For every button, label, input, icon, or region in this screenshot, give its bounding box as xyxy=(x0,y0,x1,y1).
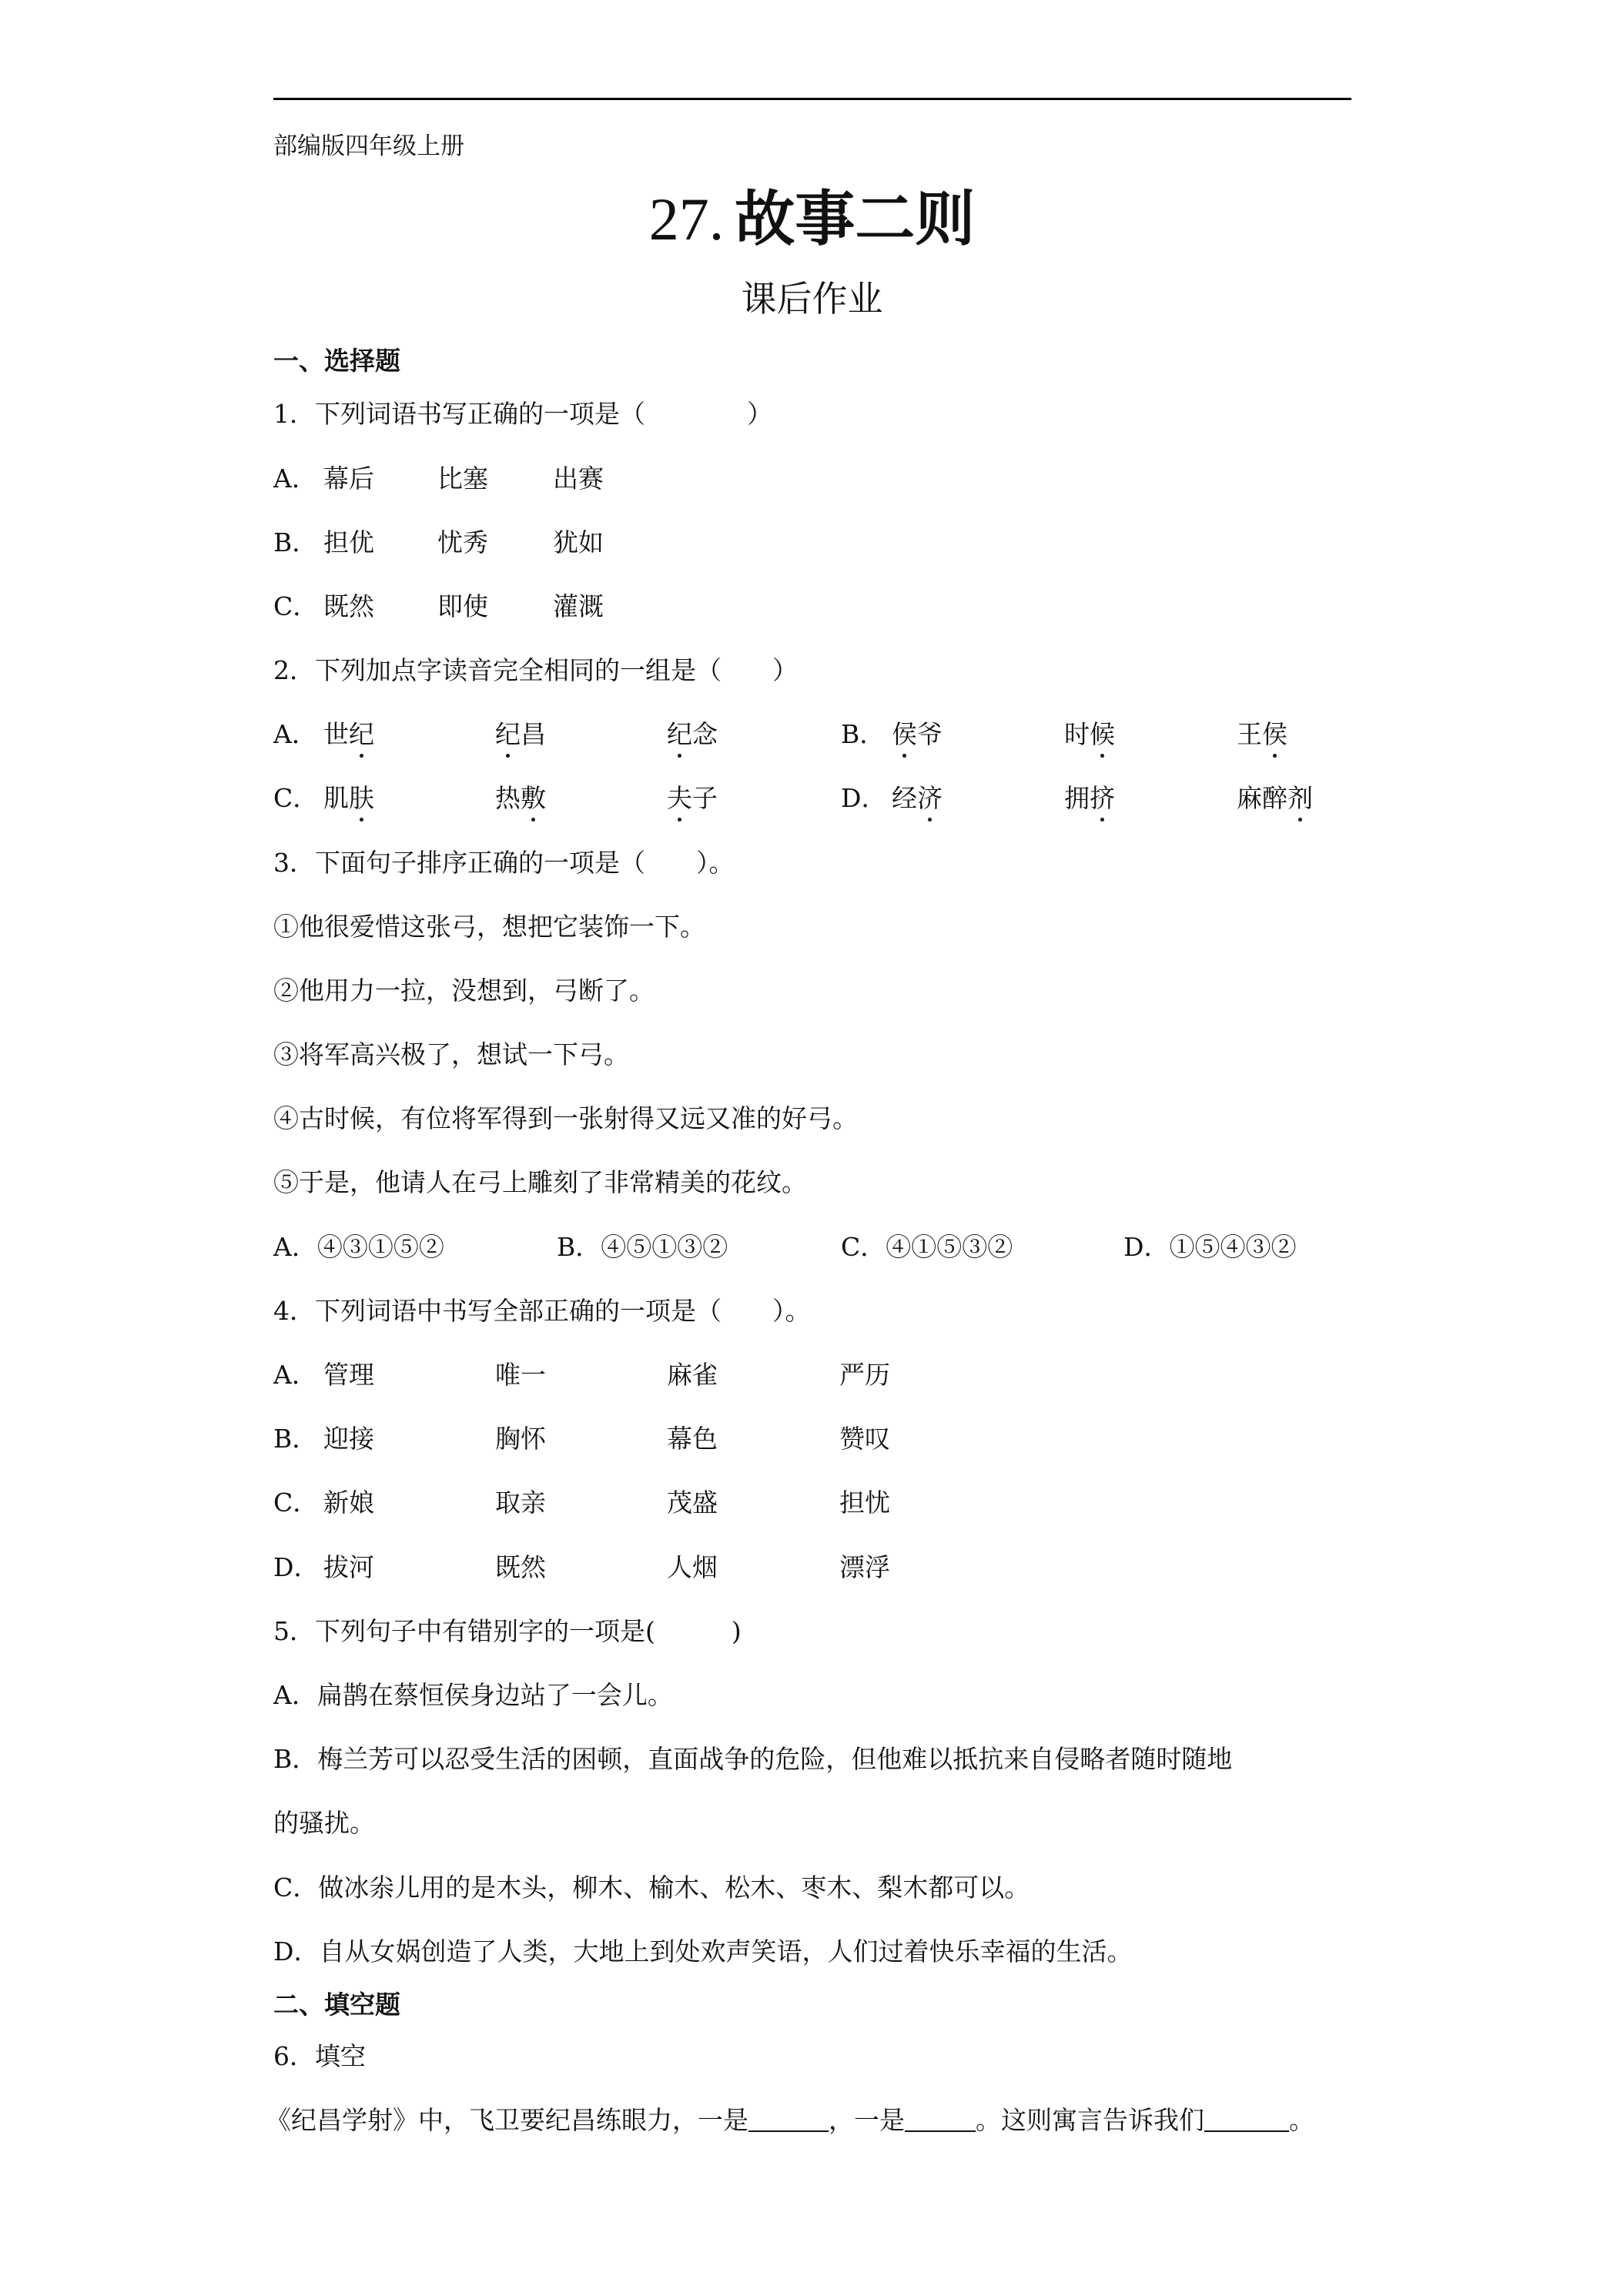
q1-option-a-word: 幕后 xyxy=(323,464,374,494)
question-6-stem: 6．填空 xyxy=(273,2041,366,2071)
q1-option-b-word: 犹如 xyxy=(553,527,604,557)
q2-option-d-word: 麻醉剂 xyxy=(1237,778,1313,815)
q4-option-a-label: A． xyxy=(273,1360,317,1390)
header-rule xyxy=(273,98,1351,100)
q5-option-c: C．做冰尜儿用的是木头，柳木、榆木、松木、枣木、梨木都可以。 xyxy=(273,1873,1030,1903)
q4-option-b-word: 迎接 xyxy=(323,1424,374,1454)
q5-option-b: B．梅兰芳可以忍受生活的困顿，直面战争的危险，但他难以抵抗来自侵略者随时随地 xyxy=(273,1744,1233,1774)
q1-option-b-word: 忧秀 xyxy=(437,527,488,557)
q2-option-a-label: A． xyxy=(273,719,317,749)
q3-option-b: B．④⑤①③② xyxy=(557,1232,728,1262)
section-heading-choice: 一、选择题 xyxy=(273,346,400,376)
emphasis-dot-char: 侯 xyxy=(892,715,917,751)
question-1-stem: 1．下列词语书写正确的一项是（ ） xyxy=(273,399,772,429)
emphasis-dot-char: 济 xyxy=(917,778,943,815)
q1-option-a-label: A． xyxy=(273,464,317,494)
q3-sentence: ④古时候，有位将军得到一张射得又远又准的好弓。 xyxy=(273,1103,858,1133)
q2-option-b-word: 时候 xyxy=(1064,715,1115,751)
q2-option-b-label: B． xyxy=(841,719,886,749)
q4-option-d-word: 拔河 xyxy=(323,1552,374,1582)
q4-option-d-word: 人烟 xyxy=(667,1552,718,1582)
q1-option-c-word: 灌溉 xyxy=(553,591,604,621)
q4-option-c-label: C． xyxy=(273,1488,319,1518)
q2-option-a-word: 纪念 xyxy=(667,715,718,751)
emphasis-dot-char: 纪 xyxy=(667,715,692,751)
question-5-stem: 5．下列句子中有错别字的一项是( ) xyxy=(273,1616,742,1646)
q1-option-b-label: B． xyxy=(273,527,318,557)
q3-sentence: ②他用力一拉，没想到，弓断了。 xyxy=(273,976,655,1006)
answer-blank[interactable] xyxy=(905,2107,976,2132)
q1-option-c-label: C． xyxy=(273,591,319,621)
answer-blank[interactable] xyxy=(1204,2107,1289,2132)
q4-option-d-word: 既然 xyxy=(495,1552,546,1582)
q5-option-d: D．自从女娲创造了人类，大地上到处欢声笑语，人们过着快乐幸福的生活。 xyxy=(273,1936,1133,1966)
page-title xyxy=(0,171,1624,257)
q1-option-a-word: 出赛 xyxy=(553,464,604,494)
q4-option-d-label: D． xyxy=(273,1552,320,1582)
emphasis-dot-char: 侯 xyxy=(1262,715,1287,751)
q4-option-b-word: 幕色 xyxy=(667,1424,718,1454)
q5-option-a: A．扁鹊在蔡恒侯身边站了一会儿。 xyxy=(273,1680,673,1710)
emphasis-dot-char: 纪 xyxy=(495,715,521,751)
q2-option-a-word: 纪昌 xyxy=(495,715,546,751)
q1-option-b-word: 担优 xyxy=(323,527,374,557)
q2-option-d-word: 拥挤 xyxy=(1064,778,1115,815)
q6-fill-sentence: 《纪昌学射》中，飞卫要纪昌练眼力，一是 ，一是 。这则寓言告诉我们 。 xyxy=(266,2105,1314,2135)
q3-option-c: C．④①⑤③② xyxy=(841,1232,1013,1262)
emphasis-dot-char: 夫 xyxy=(667,778,692,815)
q4-option-c-word: 取亲 xyxy=(495,1488,546,1518)
title-number: 27. xyxy=(648,186,725,253)
q4-option-c-word: 新娘 xyxy=(323,1488,374,1518)
title-text: 故事二则 xyxy=(735,185,976,254)
q4-option-c-word: 茂盛 xyxy=(667,1488,718,1518)
question-3-stem: 3．下面句子排序正确的一项是（ ）。 xyxy=(273,848,735,878)
q1-option-c-word: 即使 xyxy=(437,591,488,621)
q3-option-a: A．④③①⑤② xyxy=(273,1232,444,1262)
series-label: 部编版四年级上册 xyxy=(273,132,464,160)
q2-option-c-word: 热敷 xyxy=(495,778,546,815)
emphasis-dot-char: 挤 xyxy=(1090,778,1115,815)
q4-option-c-word: 担忧 xyxy=(839,1488,890,1518)
emphasis-dot-char: 敷 xyxy=(521,778,546,815)
q2-option-b-word: 王侯 xyxy=(1237,715,1287,751)
q2-option-c-word: 夫子 xyxy=(667,778,718,815)
q2-option-a-word: 世纪 xyxy=(323,715,374,751)
q4-option-a-word: 唯一 xyxy=(495,1360,546,1390)
q3-sentence: ⑤于是，他请人在弓上雕刻了非常精美的花纹。 xyxy=(273,1167,807,1197)
q1-option-c-word: 既然 xyxy=(323,591,374,621)
q4-option-a-word: 严历 xyxy=(839,1360,890,1390)
question-4-stem: 4．下列词语中书写全部正确的一项是（ ）。 xyxy=(273,1296,811,1326)
emphasis-dot-char: 候 xyxy=(1090,715,1115,751)
q3-sentence: ③将军高兴极了，想试一下弓。 xyxy=(273,1039,629,1069)
q2-option-b-word: 侯爷 xyxy=(892,715,943,751)
emphasis-dot-char: 肤 xyxy=(349,778,374,815)
q4-option-b-word: 胸怀 xyxy=(495,1424,546,1454)
q4-option-b-label: B． xyxy=(273,1424,318,1454)
q3-sentence: ①他很爱惜这张弓，想把它装饰一下。 xyxy=(273,912,705,942)
q5-option-b-continued: 的骚扰。 xyxy=(273,1808,375,1838)
answer-blank[interactable] xyxy=(748,2107,829,2132)
q3-option-d: D．①⑤④③② xyxy=(1123,1232,1297,1262)
q2-option-d-label: D． xyxy=(841,783,887,813)
q2-option-d-word: 经济 xyxy=(892,778,943,815)
q4-option-d-word: 漂浮 xyxy=(839,1552,890,1582)
section-heading-fill: 二、填空题 xyxy=(273,1990,400,2020)
page-subtitle: 课后作业 xyxy=(741,278,883,320)
q2-option-c-word: 肌肤 xyxy=(323,778,374,815)
q2-option-c-label: C． xyxy=(273,783,319,813)
emphasis-dot-char: 剂 xyxy=(1287,778,1313,815)
q1-option-a-word: 比塞 xyxy=(437,464,488,494)
q4-option-a-word: 麻雀 xyxy=(667,1360,718,1390)
question-2-stem: 2．下列加点字读音完全相同的一组是（ ） xyxy=(273,655,798,685)
q4-option-b-word: 赞叹 xyxy=(839,1424,890,1454)
emphasis-dot-char: 纪 xyxy=(349,715,374,751)
q4-option-a-word: 管理 xyxy=(323,1360,374,1390)
